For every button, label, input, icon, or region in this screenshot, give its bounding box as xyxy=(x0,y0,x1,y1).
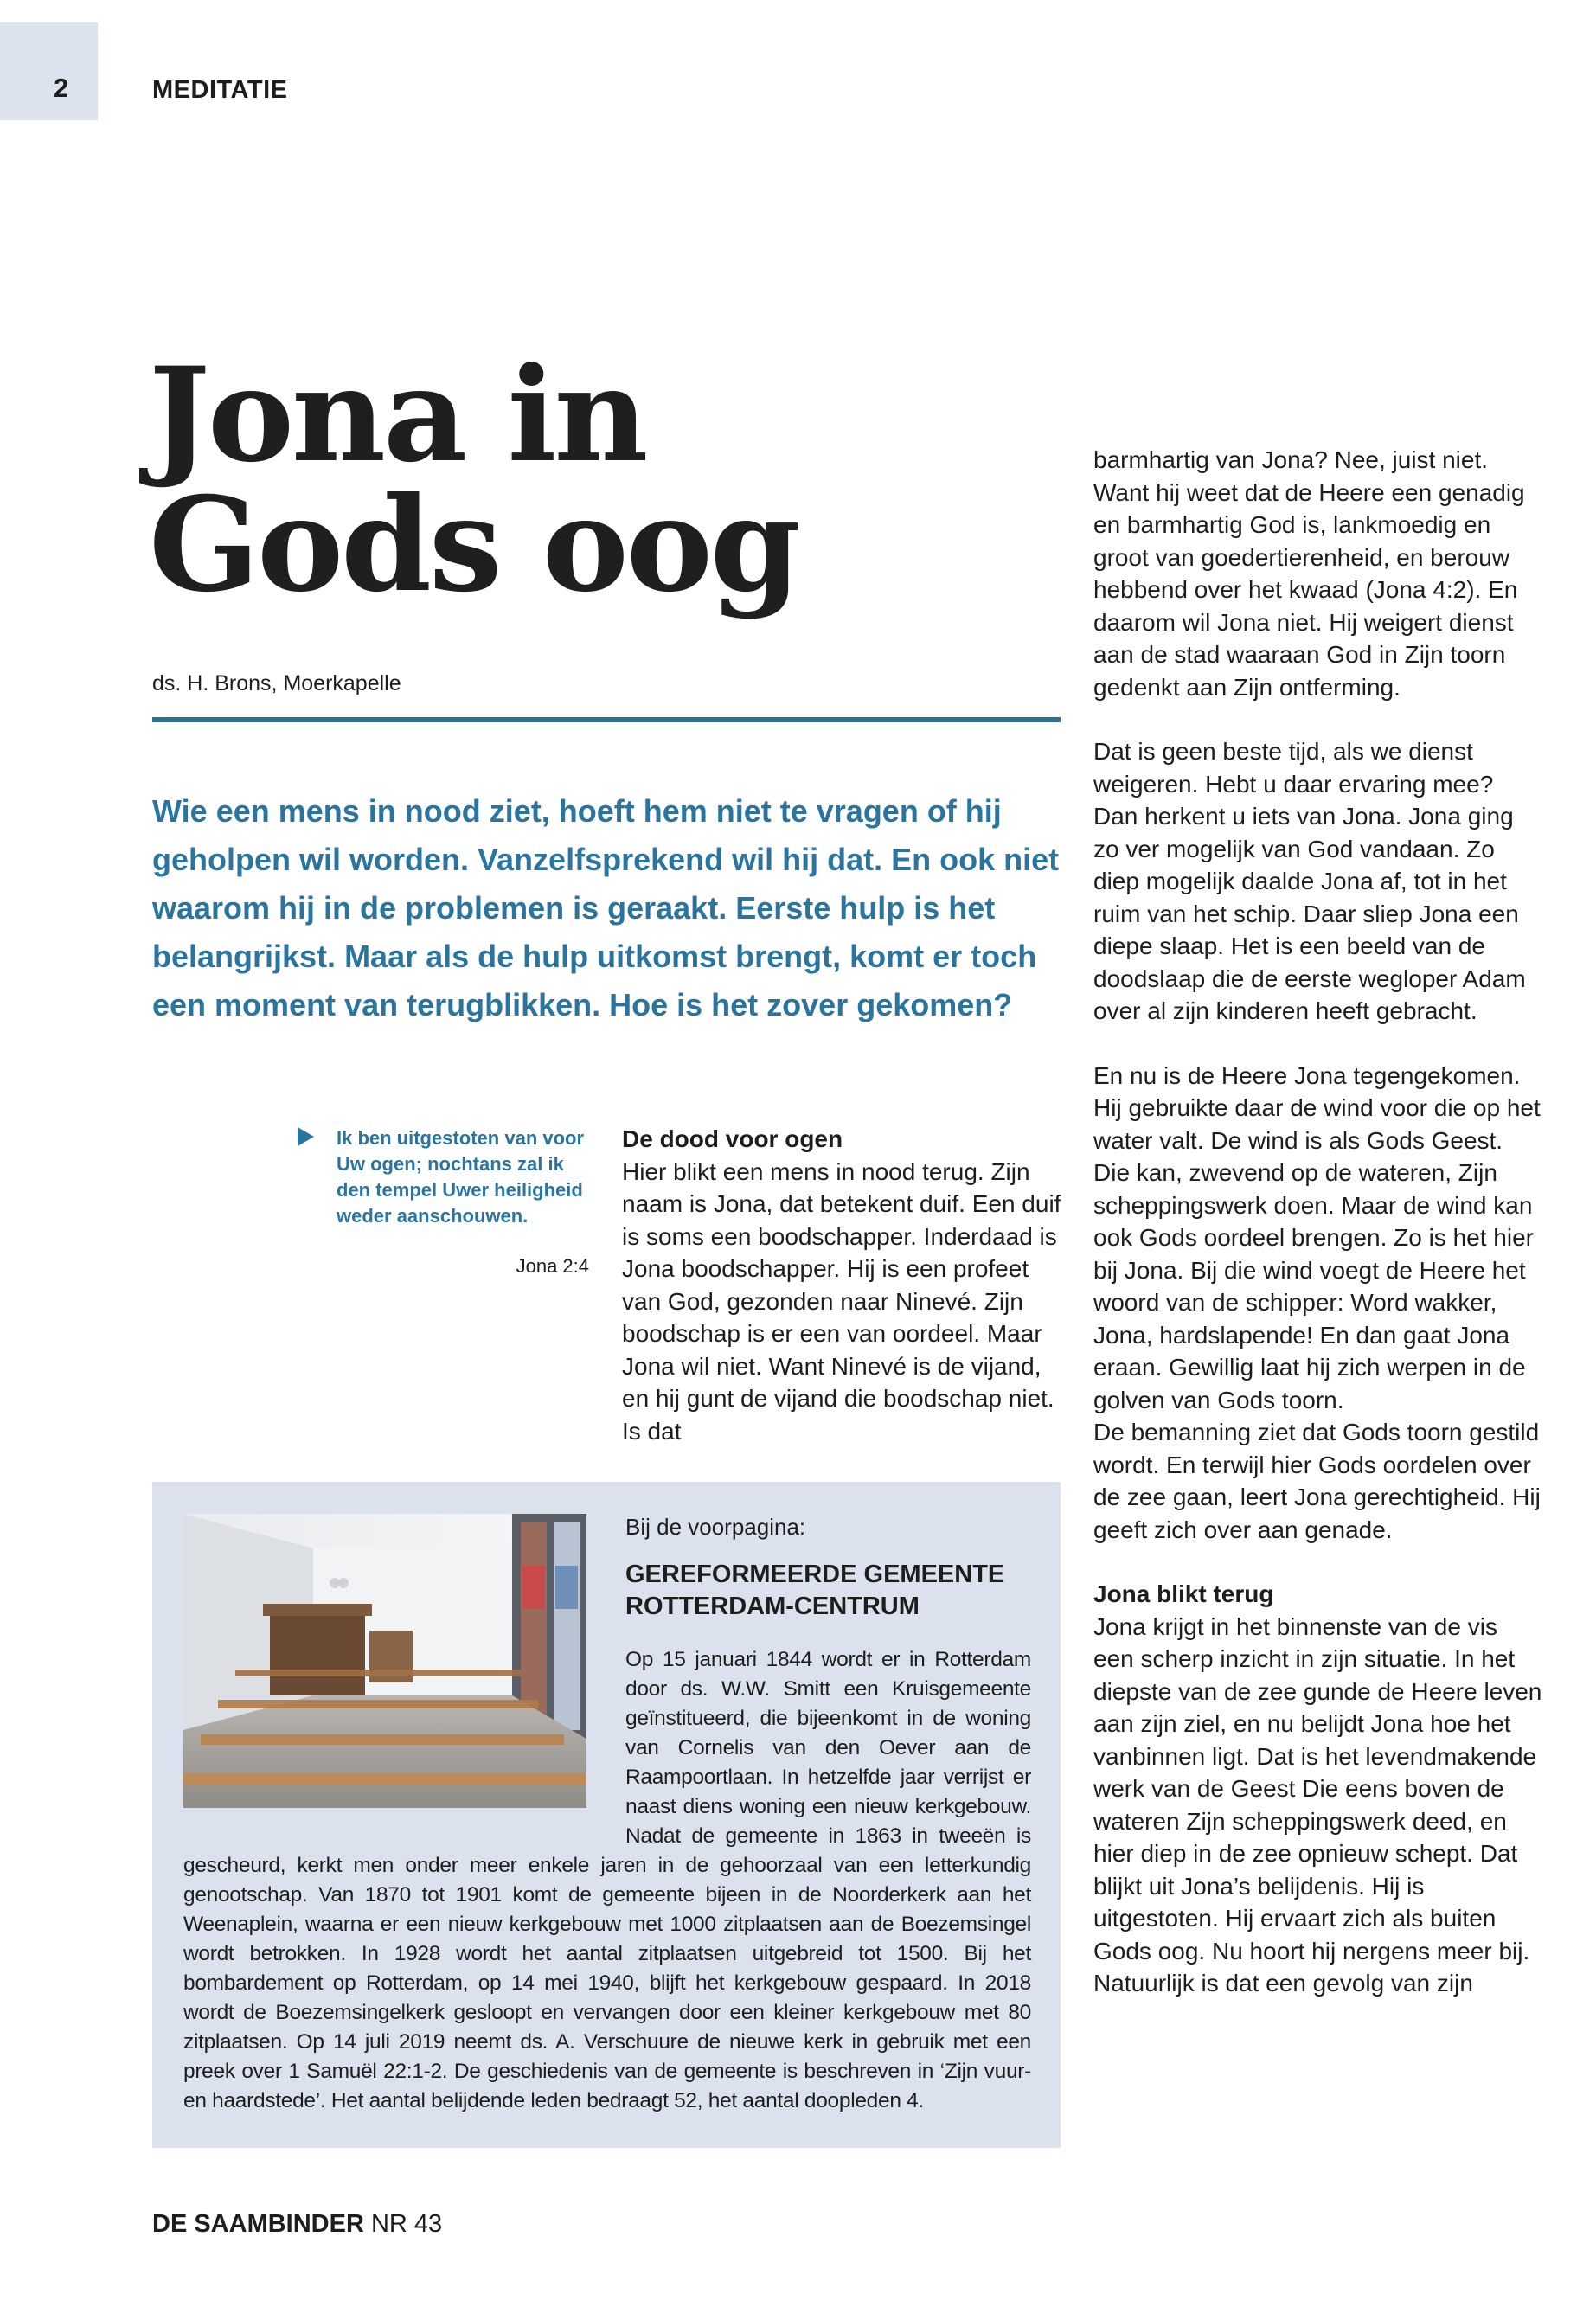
box-heading: GEREFORMEERDE GEMEENTE ROTTERDAM-CENTRUM xyxy=(625,1561,1005,1620)
page-number: 2 xyxy=(54,73,69,103)
article-author: ds. H. Brons, Moerkapelle xyxy=(152,671,401,695)
article-title: Jona in Gods oog xyxy=(149,339,798,621)
box-text xyxy=(183,1645,1031,2116)
photo-text-wrap xyxy=(183,1645,625,1827)
body-paragraph: Hier blikt een mens in nood terug. Zijn naam is Jona, dat betekent duif. Een duif is soms een boodschapper. Inderdaad is Jona boodschapper. Hij is een profeet van God, gezonden naar Ninevé. Zijn boodschap is er een van oordeel. Maar Jona wil niet. Want Ninevé is de vijand, en hij gunt de vijand die boodschap niet. Is dat xyxy=(622,1157,1061,1445)
title-divider xyxy=(152,717,1061,722)
article-column-3 xyxy=(1093,444,1543,2000)
body-paragraph: barmhartig van Jona? Nee, juist niet. Want hij weet dat de Heere een genadig en barmhartig God is, lankmoedig en groot van goedertierenheid, en berouw hebbend over het kwaad (Jona 4:2). En daarom wil Jona niet. Hij weigert dienst aan de stad waaraan God in Zijn toorn gedenkt aan Zijn ontferming. xyxy=(1093,446,1525,701)
issue-number: NR 43 xyxy=(370,2210,443,2238)
body-paragraph: Jona krijgt in het binnenste van de vis een scherp inzicht in zijn situatie. In het diepste van de zee gunde de Heere leven aan zijn ziel, en nu belijdt Jona hoe het vanbinnen ligt. Dat is het levendmakende werk van de Geest Die eens boven de wateren Zijn scheppingswerk deed, en hier diep in de zee opnieuw schept. Dat blijkt uit Jona’s belijdenis. Hij is uitgestoten. Hij ervaart zich als buiten Gods oog. Nu hoort hij nergens meer bij. Natuurlijk is dat een gevolg van zijn xyxy=(1093,1612,1542,1997)
quote-arrow-icon xyxy=(298,1127,314,1146)
body-paragraph: En nu is de Heere Jona tegengekomen. Hij gebruikte daar de wind voor die op het water valt. De wind is als Gods Geest. Die kan, zwevend op de wateren, Zijn scheppingswerk doen. Maar de wind kan ook Gods oordeel brengen. Zo is het hier bij Jona. Bij die wind voegt de Heere het woord van de schipper: Word wakker, Jona, hardslapende! En dan gaat Jona eraan. Gewillig laat hij zich werpen in de golven van Gods toorn. xyxy=(1093,1061,1541,1413)
body-paragraph: De bemanning ziet dat Gods toorn gestild wordt. En terwijl hier Gods oordelen over de zee gaan, leert Jona gerechtigheid. Hij geeft zich over aan genade. xyxy=(1093,1419,1541,1543)
article-lead: Wie een mens in nood ziet, hoeft hem niet te vragen of hij geholpen wil worden. Vanzelfsprekend wil hij dat. En ook niet waarom hij in de problemen is geraakt. Eerste hulp is het belangrijkst. Maar als de hulp uitkomst brengt, komt er toch een moment van terugblikken. Hoe is het zover gekomen? xyxy=(152,793,1060,1022)
cover-info-box xyxy=(152,1482,1061,2148)
box-text-content: Op 15 januari 1844 wordt er in Rotterdam door ds. W.W. Smitt een Kruisgemeente geïnstitueerd, die bijeenkomt in de woning van Cornelis van den Oever aan de Raampoortlaan. In hetzelfde jaar verrijst er naast diens woning een nieuw kerkgebouw. Nadat de gemeente in 1863 in tweeën is gescheurd, kerkt men onder meer enkele jaren in de gehoorzaal van een letterkundig genootschap. Van 1870 tot 1901 komt de gemeente bijeen in de Noorderkerk aan het Weenaplein, waarna er een nieuw kerkgebouw met 1000 zitplaatsen aan de Boezemsingel wordt betrokken. In 1928 wordt het aantal zitplaatsen uitgebreid tot 1500. Bij het bombardement op Rotterdam, op 14 mei 1940, blijft het kerkgebouw gespaard. In 2018 wordt de Boezemsingelkerk gesloopt en vervangen door een kleiner kerkgebouw met 80 zitplaatsen. Op 14 juli 2019 neemt ds. A. Verschuure de nieuwe kerk in gebruik met een preek over 1 Samuël 22:1-2. De geschiedenis van de gemeente is beschreven in ‘Zijn vuur- en haardstede’. Het aantal belijdende leden bedraagt 52, het aantal doopleden 4. xyxy=(183,1648,1031,2112)
section-heading: Jona blikt terug xyxy=(1093,1580,1274,1607)
section-heading: De dood voor ogen xyxy=(622,1125,843,1152)
page-footer xyxy=(152,2210,442,2239)
article-column-2 xyxy=(622,1123,1063,1447)
page-number-tab xyxy=(0,22,98,120)
box-intro: Bij de voorpagina: xyxy=(625,1514,806,1540)
magazine-name: DE SAAMBINDER xyxy=(152,2210,364,2238)
body-paragraph: Dat is geen beste tijd, als we dienst weigeren. Hebt u daar ervaring mee? Dan herkent u iets van Jona. Jona ging zo ver mogelijk van God vandaan. Zo diep mogelijk daalde Jona af, tot in het ruim van het schip. Daar sliep Jona een diepe slaap. Het is een beeld van de doodslaap die de eerste wegloper Adam over al zijn kinderen heeft gebracht. xyxy=(1093,738,1526,1024)
section-label: MEDITATIE xyxy=(152,76,288,104)
pull-quote: Ik ben uitgestoten van voor Uw ogen; nochtans zal ik den tempel Uwer heiligheid weder aanschouwen. xyxy=(337,1127,585,1227)
pull-quote-reference: Jona 2:4 xyxy=(516,1255,589,1277)
